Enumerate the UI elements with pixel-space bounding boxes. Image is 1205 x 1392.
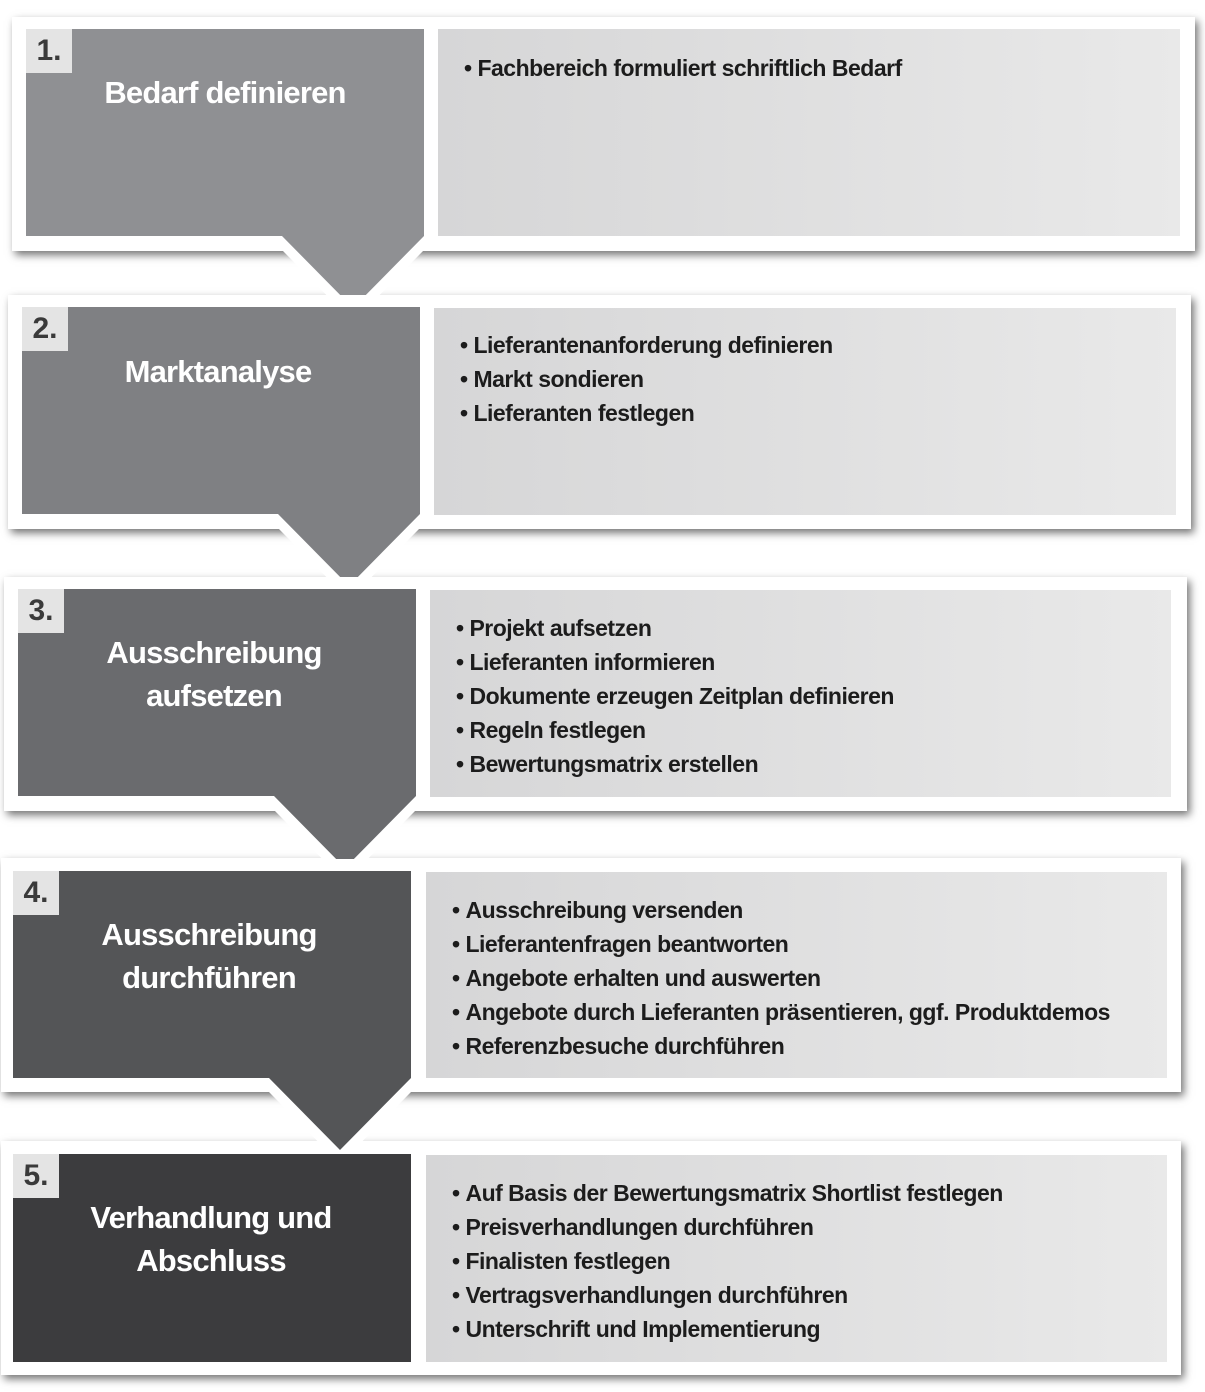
list-item: • Lieferantenanforderung definieren (460, 328, 833, 362)
list-item: • Fachbereich formuliert schriftlich Bedarf (464, 51, 902, 85)
list-item: • Angebote erhalten und auswerten (452, 961, 1110, 995)
step-1-chevron (26, 29, 424, 329)
step-title (26, 71, 424, 114)
step-number-badge: 5. (13, 1154, 59, 1198)
step-title-line: Marktanalyse (124, 354, 312, 389)
list-item: • Markt sondieren (460, 362, 833, 396)
step-4-chevron (13, 871, 411, 1171)
step-1-item-list (464, 51, 902, 85)
list-item: • Projekt aufsetzen (456, 611, 894, 645)
list-item: • Unterschrift und Implementierung (452, 1312, 1003, 1346)
step-title-line: durchführen (122, 960, 296, 995)
list-item: • Bewertungsmatrix erstellen (456, 747, 894, 781)
step-5-details (426, 1155, 1167, 1362)
list-item: • Auf Basis der Bewertungsmatrix Shortlist festlegen (452, 1176, 1003, 1210)
step-5-item-list (452, 1176, 1003, 1346)
list-item: • Vertragsverhandlungen durchführen (452, 1278, 1003, 1312)
step-number-badge: 4. (13, 871, 59, 915)
step-3-chevron (18, 589, 416, 889)
step-title (18, 631, 410, 717)
step-4-details (426, 872, 1167, 1078)
step-1-details (438, 29, 1180, 236)
step-2-details (434, 308, 1176, 515)
step-title-line: Abschluss (136, 1243, 286, 1278)
step-number-badge: 3. (18, 589, 64, 633)
step-number-badge: 1. (26, 29, 72, 73)
step-title-line: aufsetzen (146, 678, 282, 713)
step-title-line: Ausschreibung (106, 635, 322, 670)
step-5-chevron (13, 1154, 411, 1362)
list-item: • Ausschreibung versenden (452, 893, 1110, 927)
step-3-details (430, 590, 1171, 797)
list-item: • Lieferanten informieren (456, 645, 894, 679)
step-title-line: Verhandlung und (90, 1200, 332, 1235)
step-2-item-list (460, 328, 833, 430)
step-3-item-list (456, 611, 894, 781)
step-title-line: Bedarf definieren (104, 75, 346, 110)
step-2-chevron (22, 307, 420, 607)
step-title (13, 1196, 409, 1282)
list-item: • Lieferantenfragen beantworten (452, 927, 1110, 961)
list-item: • Dokumente erzeugen Zeitplan definieren (456, 679, 894, 713)
step-4-item-list (452, 893, 1110, 1063)
list-item: • Preisverhandlungen durchführen (452, 1210, 1003, 1244)
step-number-badge: 2. (22, 307, 68, 351)
step-title-line: Ausschreibung (101, 917, 317, 952)
list-item: • Angebote durch Lieferanten präsentieren, ggf. Produktdemos (452, 995, 1110, 1029)
list-item: • Regeln festlegen (456, 713, 894, 747)
list-item: • Finalisten festlegen (452, 1244, 1003, 1278)
list-item: • Lieferanten festlegen (460, 396, 833, 430)
step-title (22, 350, 414, 393)
step-title (13, 913, 405, 999)
list-item: • Referenzbesuche durchführen (452, 1029, 1110, 1063)
